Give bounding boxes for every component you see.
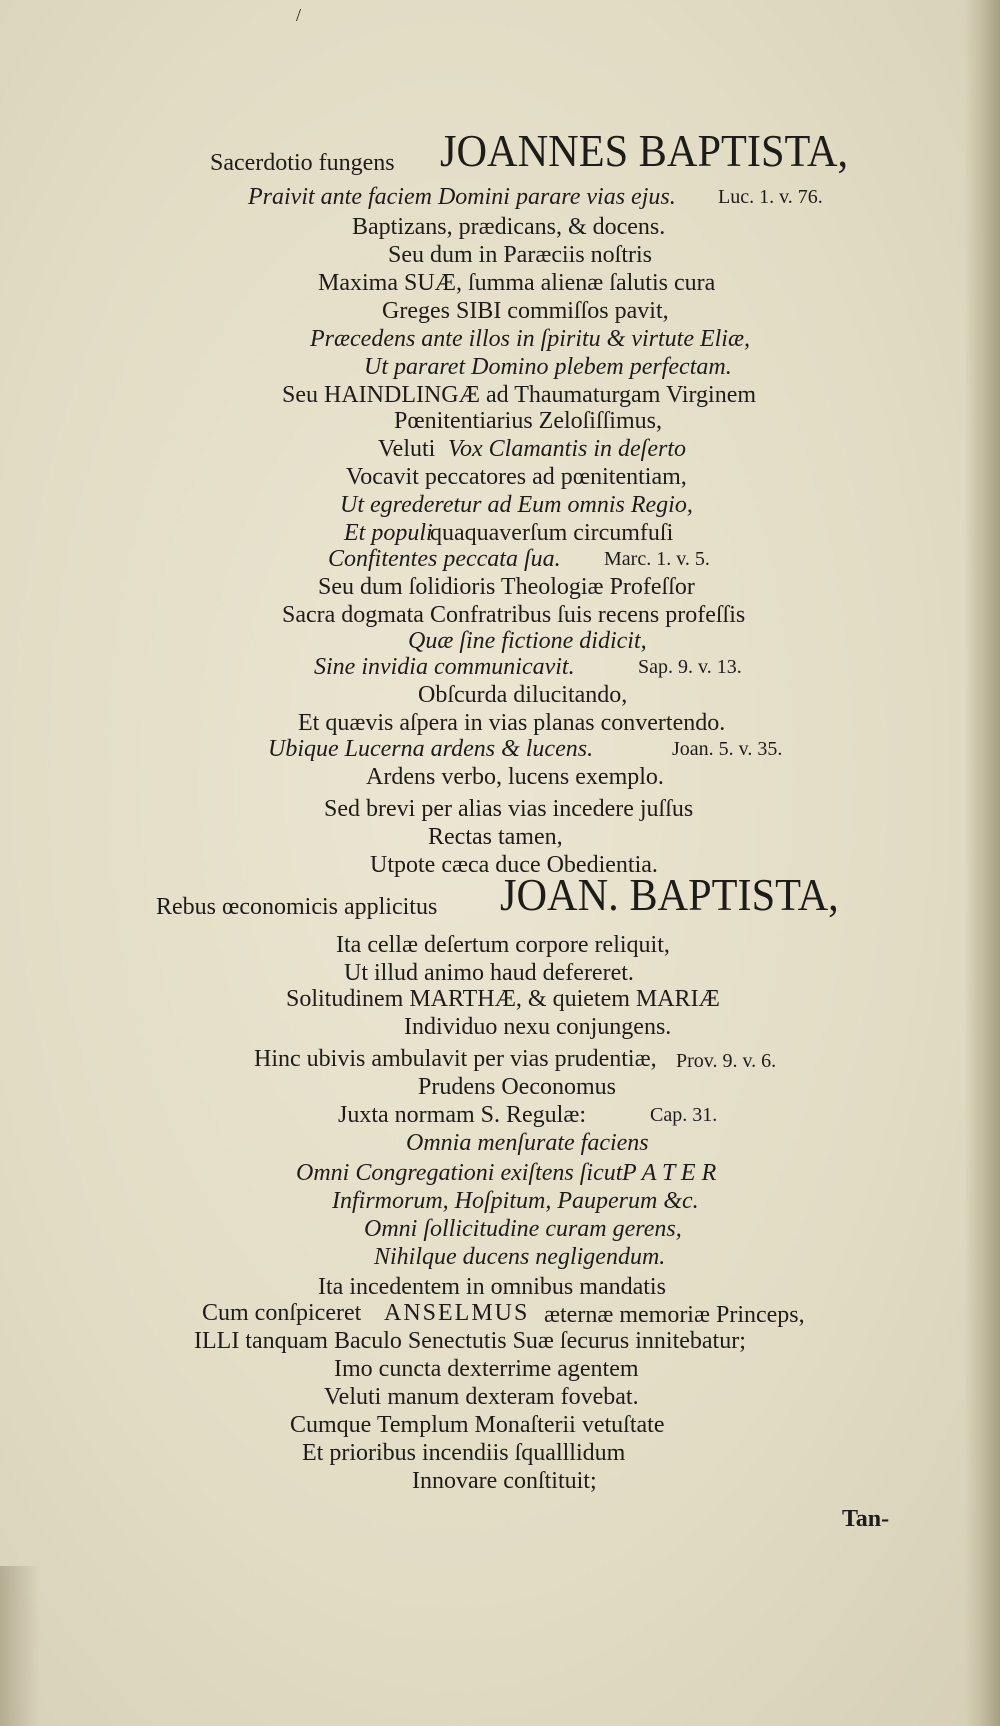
line-18: Quæ ſine fictione didicit,	[408, 628, 647, 654]
line-20: Obſcurda dilucitando,	[418, 682, 628, 708]
catchword: Tan-	[842, 1506, 890, 1532]
line-4: Seu dum in Paræciis noſtris	[388, 242, 652, 268]
line-31: Individuo nexu conjungens.	[404, 1014, 672, 1040]
line-10: Pœnitentiarius Zeloſiſſimus,	[394, 408, 662, 434]
line-11-italic: Vox Clamantis in deſerto	[448, 436, 686, 462]
line-22-ref: Joan. 5. v. 35.	[672, 738, 783, 760]
line-21: Et quævis aſpera in vias planas convertendo.	[298, 710, 726, 736]
line-8: Ut pararet Domino plebem perfectam.	[364, 354, 732, 380]
line-35: Omnia menſurate faciens	[406, 1130, 649, 1156]
line-29: Ut illud animo haud defereret.	[344, 960, 634, 986]
line-11-lead: Veluti	[378, 436, 436, 462]
line-46: Et prioribus incendiis ſqualllidum	[302, 1440, 626, 1466]
line-41-lead: Cum conſpiceret	[202, 1300, 362, 1326]
line-16: Seu dum ſolidioris Theologiæ Profeſſor	[318, 574, 695, 600]
line-14-rest: quaquaverſum circumfuſi	[430, 520, 674, 546]
line-19: Sine invidia communicavit.	[314, 654, 575, 680]
line-22: Ubique Lucerna ardens & lucens.	[268, 736, 594, 762]
line-15-ref: Marc. 1. v. 5.	[604, 548, 710, 570]
line-15: Confitentes peccata ſua.	[328, 546, 561, 572]
line-28: Ita cellæ deſertum corpore reliquit,	[336, 932, 670, 958]
line-2-ref: Luc. 1. v. 76.	[718, 186, 823, 208]
line-36-lead: Omni Congregationi exiſtens ſicut	[296, 1160, 623, 1186]
title-name-joannes-baptista: JOANNES BAPTISTA,	[440, 125, 849, 176]
line-33: Prudens Oeconomus	[418, 1074, 616, 1100]
line-36-pater: P A T E R	[622, 1160, 717, 1186]
line-17: Sacra dogmata Confratribus ſuis recens profeſſis	[282, 602, 746, 628]
line-47: Innovare conſtituit;	[412, 1468, 597, 1494]
line-34: Juxta normam S. Regulæ:	[338, 1102, 586, 1128]
line-25: Rectas tamen,	[428, 824, 563, 850]
line-27-lead: Rebus œconomicis applicitus	[156, 894, 438, 920]
line-40: Ita incedentem in omnibus mandatis	[318, 1274, 666, 1300]
line-6: Greges SIBI commiſſos pavit,	[382, 298, 669, 324]
line-45: Cumque Templum Monaſterii vetuſtate	[290, 1412, 665, 1438]
line-2: Praivit ante faciem Domini parare vias ejus.	[248, 184, 676, 210]
line-19-ref: Sap. 9. v. 13.	[638, 656, 742, 678]
title-name-joan-baptista: JOAN. BAPTISTA,	[500, 869, 839, 920]
line-14-lead: Et populi	[344, 520, 433, 546]
line-32-ref: Prov. 9. v. 6.	[676, 1050, 777, 1072]
line-12: Vocavit peccatores ad pœnitentiam,	[346, 464, 687, 490]
line-37: Infirmorum, Hoſpitum, Pauperum &c.	[332, 1188, 699, 1214]
top-mark: /	[296, 5, 302, 25]
line-44: Veluti manum dexteram fovebat.	[324, 1384, 639, 1410]
line-26: Utpote cæca duce Obedientia.	[370, 852, 658, 878]
line-23: Ardens verbo, lucens exemplo.	[366, 764, 664, 790]
line-13: Ut egrederetur ad Eum omnis Regio,	[340, 492, 693, 518]
line-1-lead: Sacerdotio fungens	[210, 150, 395, 176]
line-5: Maxima SUÆ, ſumma alienæ ſalutis cura	[318, 270, 716, 296]
line-41-anselmus: ANSELMUS	[384, 1300, 530, 1326]
line-24: Sed brevi per alias vias incedere juſſus	[324, 796, 694, 822]
line-9: Seu HAINDLINGÆ ad Thaumaturgam Virginem	[282, 382, 757, 408]
line-3: Baptizans, prædicans, & docens.	[352, 214, 666, 240]
line-30: Solitudinem MARTHÆ, & quietem MARIÆ	[286, 986, 720, 1012]
line-41-rest: æternæ memoriæ Princeps,	[544, 1302, 805, 1328]
line-39: Nihilque ducens negligendum.	[374, 1244, 666, 1270]
line-38: Omni ſollicitudine curam gerens,	[364, 1216, 682, 1242]
line-43: Imo cuncta dexterrime agentem	[334, 1356, 639, 1382]
line-32: Hinc ubivis ambulavit per vias prudentiæ,	[254, 1046, 657, 1072]
line-42: ILLI tanquam Baculo Senectutis Suæ ſecurus innitebatur;	[194, 1328, 746, 1354]
line-34-ref: Cap. 31.	[650, 1104, 718, 1126]
page-edge-shadow	[964, 0, 1000, 1726]
page-corner-shadow	[0, 1566, 40, 1726]
line-7: Præcedens ante illos in ſpiritu & virtute Eliæ,	[310, 326, 750, 352]
